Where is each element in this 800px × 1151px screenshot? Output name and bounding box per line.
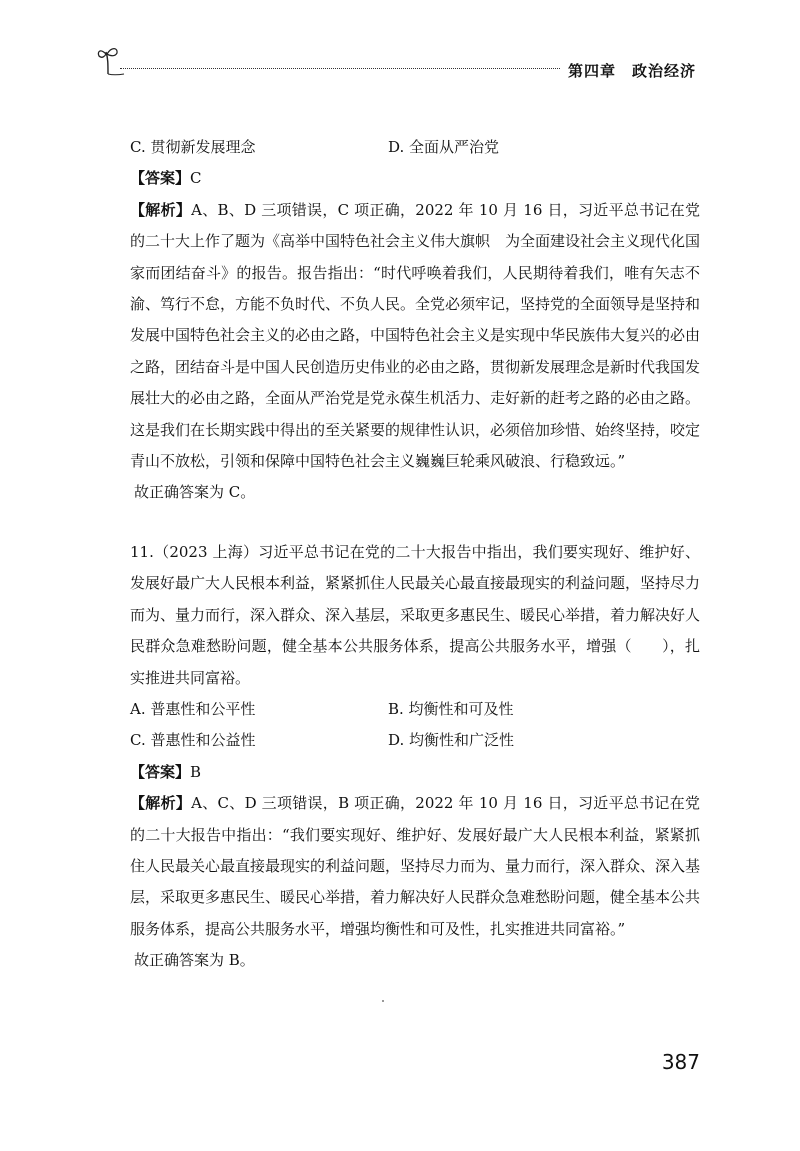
q10-option-d: D. 全面从严治党 xyxy=(388,138,500,156)
q11-option-c: C. 普惠性和公益性 xyxy=(130,731,256,750)
page-body xyxy=(130,132,700,977)
q10-analysis-text: A、B、D 三项错误，C 项正确，2022 年 10 月 16 日，习近平总书记在党的二十大上作了题为《高举中国特色社会主义伟大旗帜 为全面建设社会主义现代化国家而团结奋斗》的报告。报告指出：“时代呼唤着我们，人民期待着我们，唯有矢志不渝、笃行不怠，方能不负时代、不负人民。全党必须牢记，坚持党的全面领导是坚持和发展中国特色社会主义的必由之路，中国特色社会主义是实现中华民族伟大复兴的必由之路，团结奋斗是中国人民创造历史伟业的必由之路，贯彻新发展理念是新时代我国发展壮大的必由之路，全面从严治党是党永葆生机活力、走好新的赶考之路的必由之路。这是我们在长期实践中得出的至关紧要的规律性认识，必须倍加珍惜、始终坚持，咬定青山不放松，引领和保障中国特色社会主义巍巍巨轮乘风破浪、行稳致远。” xyxy=(130,200,701,471)
q11-options-ab xyxy=(130,694,700,725)
q10-answer xyxy=(130,163,700,194)
q10-answer-value: C xyxy=(190,169,202,188)
q11-stem: 11.（2023 上海）习近平总书记在党的二十大报告中指出，我们要实现好、维护好、发展好最广大人民根本利益，紧紧抓住人民最关心最直接最现实的利益问题，坚持尽力而为、量力而行，深入群众、深入基层，采取更多惠民生、暖民心举措，着力解决好人民群众急难愁盼问题，健全基本公共服务体系，提高公共服务水平，增强（ ），扎实推进共同富裕。 xyxy=(130,542,701,687)
q11-answer-value: B xyxy=(190,762,202,781)
q11-option-d: D. 均衡性和广泛性 xyxy=(388,731,515,750)
section-gap xyxy=(130,509,700,537)
q10-analysis xyxy=(130,195,700,478)
q11-conclusion: 故正确答案为 B。 xyxy=(134,951,255,970)
q10-option-c: C. 贯彻新发展理念 xyxy=(130,138,256,156)
q10-options-cd xyxy=(130,132,700,163)
q10-conclusion: 故正确答案为 C。 xyxy=(134,483,256,502)
header-rule xyxy=(120,68,560,69)
q11-analysis-text: A、C、D 三项错误，B 项正确，2022 年 10 月 16 日，习近平总书记在党的二十大报告中指出：“我们要实现好、维护好、发展好最广大人民根本利益，紧紧抓住人民最关心最直接最现实的利益问题，坚持尽力而为、量力而行，深入群众、深入基层，采取更多惠民生、暖民心举措，着力解决好人民群众急难愁盼问题，健全基本公共服务体系，提高公共服务水平，增强均衡性和可及性，扎实推进共同富裕。” xyxy=(130,794,701,938)
q11-answer xyxy=(130,757,700,788)
q11-analysis-label: 【解析】 xyxy=(130,794,192,813)
q10-answer-label: 【答案】 xyxy=(130,169,191,188)
running-header xyxy=(96,44,696,84)
q10-analysis-label: 【解析】 xyxy=(130,200,192,219)
scan-speck xyxy=(382,1000,384,1002)
chapter-title: 第四章 政治经济 xyxy=(567,62,696,80)
q11-analysis xyxy=(130,788,700,945)
q11-options-cd xyxy=(130,725,700,756)
q11-answer-label: 【答案】 xyxy=(130,762,191,781)
q11-option-a: A. 普惠性和公平性 xyxy=(130,699,256,718)
leaf-sprout-icon xyxy=(96,44,126,82)
page-number: 387 xyxy=(661,1050,700,1074)
q11-option-b: B. 均衡性和可及性 xyxy=(388,699,514,718)
